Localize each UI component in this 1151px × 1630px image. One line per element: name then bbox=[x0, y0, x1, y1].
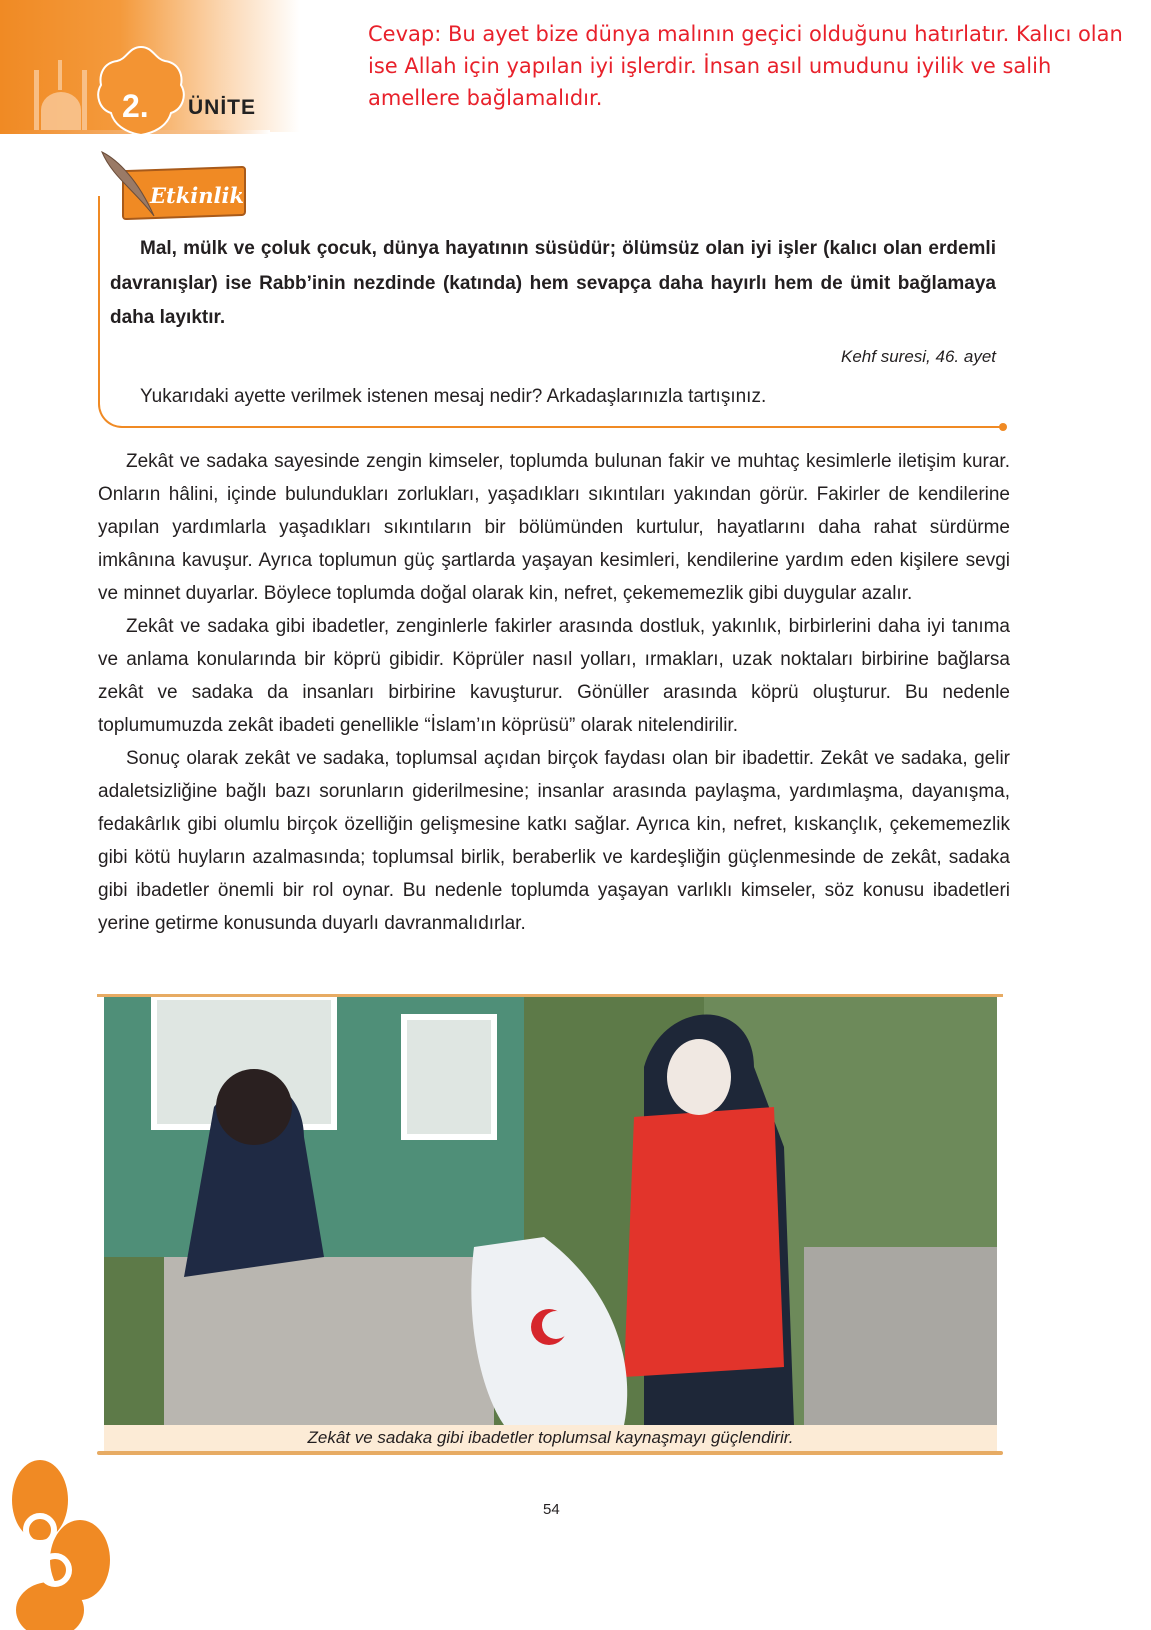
mosque-icon bbox=[32, 60, 92, 130]
handwritten-answer: Cevap: Bu ayet bize dünya malının geçici olduğunu hatırlatır. Kalıcı olan ise Allah için yapılan iyi işlerdir. İnsan asıl umudunu iyilik ve salih amellere bağlamalıdır. bbox=[368, 22, 1123, 110]
unit-label: ÜNİTE bbox=[188, 96, 256, 119]
paragraph: Zekât ve sadaka sayesinde zengin kimseler, toplumda bulunan fakir ve muhtaç kesimlerle iletişim kurar. Onların hâlini, içinde bulundukları zorlukları, yaşadıkları sıkıntıları yakından görür. Fakirler de kendilerine yapılan yardımlarla yaşadıkları sıkıntıların bir bölümünden kurtulur, hayatlarını daha rahat sürdürme imkânına kavuşur. Ayrıca toplumun güç şartlarda yaşayan kesimleri, kendilerine yardım eden kişilere sevgi ve minnet duyarlar. Böylece toplumda doğal olarak kin, nefret, çekememezlik gibi duygular azalır. bbox=[98, 451, 1010, 604]
paragraph: Sonuç olarak zekât ve sadaka, toplumsal açıdan birçok faydası olan bir ibadettir. Zekât ve sadaka, gelir adaletsizliğine bağlı bazı sorunların giderilmesine; insanlar arasında paylaşma, yardımlaşma, dayanışma, fedakârlık gibi olumlu birçok özelliğin gelişmesine katkı sağlar. Ayrıca kin, nefret, kıskançlık, çekememezlik gibi kötü huyların azalmasında; toplumsal birlik, beraberlik ve kardeşliğin güçlenmesinde de zekât, sadaka gibi ibadetler önemli bir rol oynar. Bu nedenle toplumda yaşayan varlıklı kimseler, söz konusu ibadetleri yerine getirme konusunda duyarlı davranmalıdırlar. bbox=[98, 748, 1010, 934]
figure-caption: Zekât ve sadaka gibi ibadetler toplumsal kaynaşmayı güçlendirir. bbox=[104, 1425, 997, 1451]
activity-question: Yukarıdaki ayette verilmek istenen mesaj nedir? Arkadaşlarınızla tartışınız. bbox=[140, 386, 767, 407]
paragraph: Zekât ve sadaka gibi ibadetler, zenginlerle fakirler arasında dostluk, yakınlık, birbirlerini daha iyi tanıma ve anlama konularında bir köprü gibidir. Köprüler nasıl yolları, ırmakları, uzak noktaları birbirine bağlarsa zekât ve sadaka da insanları birbirine kavuşturur. Gönüller arasında köprü oluşturur. Bu nedenle toplumumuzda zekât ibadeti genellikle “İslam’ın köprüsü” olarak nitelendirilir. bbox=[98, 616, 1010, 736]
figure-bottom-rule bbox=[97, 1451, 1003, 1455]
figure-photo bbox=[104, 997, 997, 1425]
flower-ornament-icon bbox=[0, 1460, 110, 1630]
body-text bbox=[98, 445, 1010, 940]
verse-source: Kehf suresi, 46. ayet bbox=[841, 347, 996, 366]
verse-quote: Mal, mülk ve çoluk çocuk, dünya hayatının süsüdür; ölümsüz olan iyi işler (kalıcı olan erdemli davranışlar) ise Rabb’inin nezdinde (katında) hem sevapça daha hayırlı hem de ümit bağlamaya daha layıktır. bbox=[110, 238, 996, 328]
unit-number: 2. bbox=[122, 88, 149, 124]
page-number: 54 bbox=[543, 1501, 560, 1518]
activity-label: Etkinlik bbox=[150, 183, 245, 208]
quill-icon bbox=[98, 150, 158, 220]
